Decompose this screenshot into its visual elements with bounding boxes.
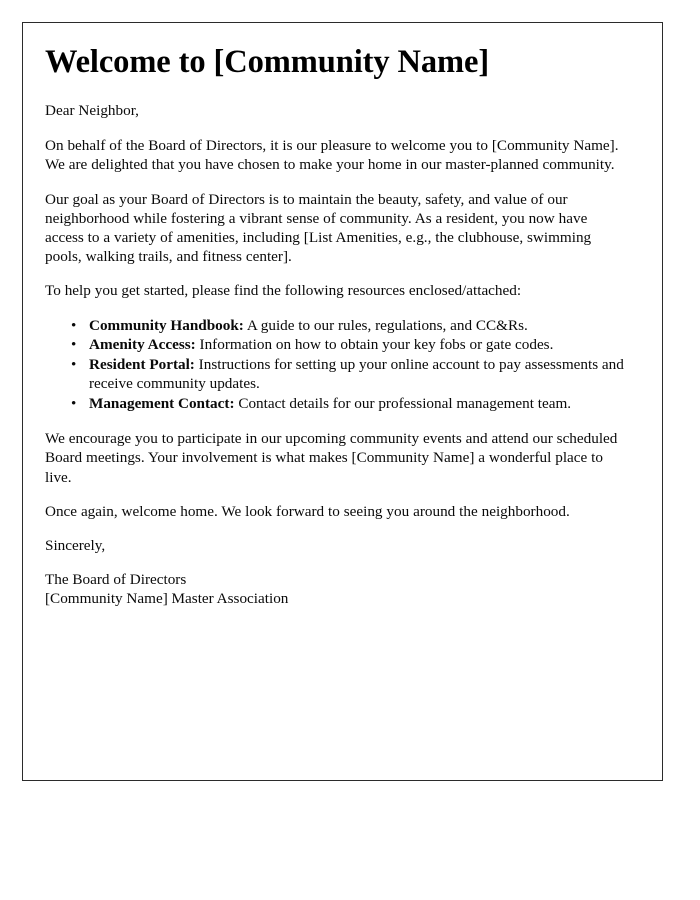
resources-lead-in-paragraph: To help you get started, please find the following resources enclosed/attached: <box>45 282 522 300</box>
salutation-text: Dear Neighbor, <box>45 102 139 119</box>
bullet-icon: • <box>71 356 77 374</box>
list-item <box>45 355 628 393</box>
signature-block <box>45 570 628 608</box>
document-page-border <box>22 22 663 781</box>
list-item-label: Management Contact: <box>89 394 235 412</box>
resources-list <box>45 316 628 414</box>
list-item-label: Amenity Access: <box>89 336 196 354</box>
list-item-label: Community Handbook: <box>89 316 244 334</box>
signer-name: The Board of Directors <box>45 571 187 589</box>
list-item-text: Information on how to obtain your key fobs or gate codes. <box>195 336 554 354</box>
list-item <box>45 335 628 354</box>
closing-paragraph: Once again, welcome home. We look forward to seeing you around the neighborhood. <box>45 502 570 520</box>
list-item <box>45 394 628 413</box>
page-title: Welcome to [Community Name] <box>45 44 490 80</box>
intro-paragraph: On behalf of the Board of Directors, it is our pleasure to welcome you to [Community Name]. We are delighted that you have chosen to make your home in our master-planned community. <box>45 137 619 174</box>
signer-organization: [Community Name] Master Association <box>45 590 289 608</box>
list-item-text: Contact details for our professional management team. <box>234 394 572 412</box>
participation-paragraph: We encourage you to participate in our upcoming community events and attend our scheduled Board meetings. Your involvement is what makes [Community Name] a wonderful place to live. <box>45 430 618 486</box>
list-item-text: Instructions for setting up your online account to pay assessments and receive community updates. <box>89 356 624 393</box>
list-item <box>45 316 628 335</box>
valediction-text: Sincerely, <box>45 536 106 554</box>
list-item-text: A guide to our rules, regulations, and CC&Rs. <box>243 316 528 334</box>
document-content <box>45 43 628 609</box>
bullet-icon: • <box>71 336 77 354</box>
bullet-icon: • <box>71 316 77 334</box>
list-item-label: Resident Portal: <box>89 356 195 374</box>
bullet-icon: • <box>71 394 77 412</box>
goal-paragraph: Our goal as your Board of Directors is to maintain the beauty, safety, and value of our neighborhood while fostering a vibrant sense of community. As a resident, you now have access to a variety of amenities, including [List Amenities, e.g., the clubhouse, swimming pools, walking trails, and fitness center]. <box>45 190 592 266</box>
